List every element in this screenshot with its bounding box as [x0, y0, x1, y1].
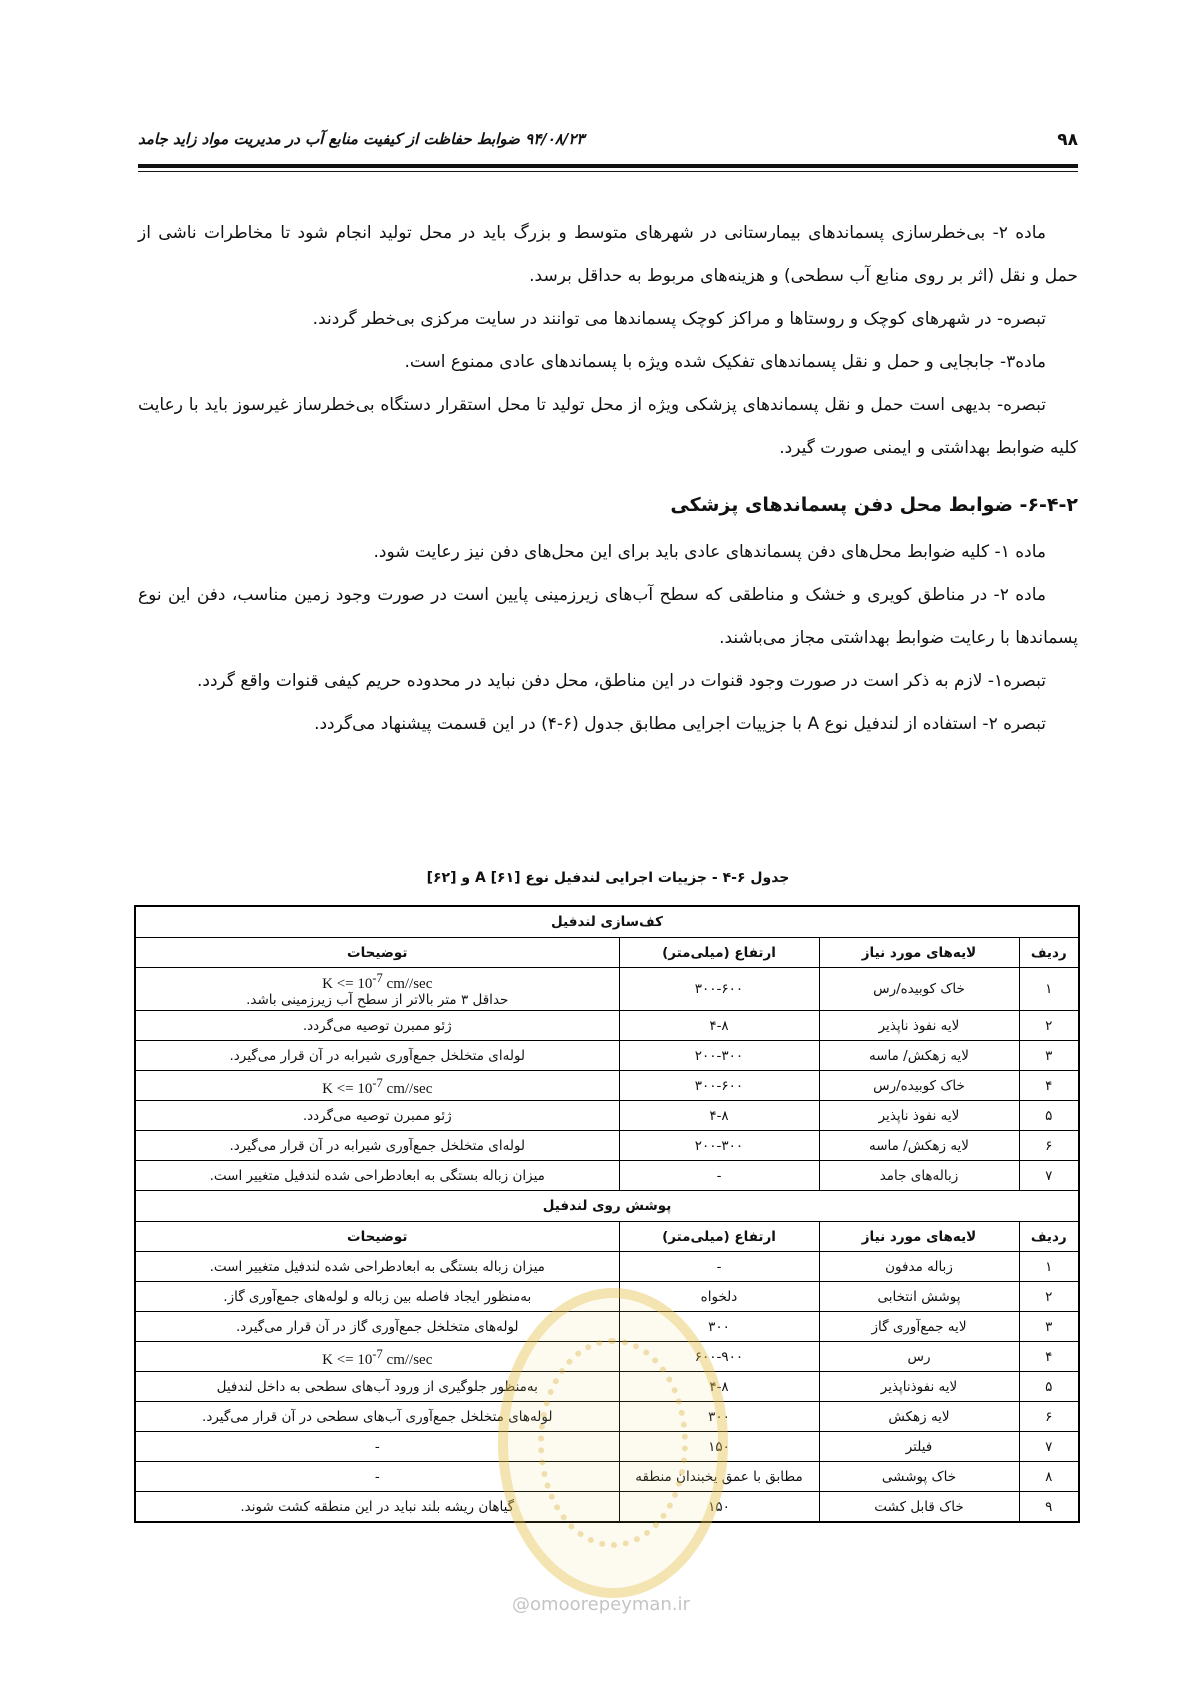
table-caption: جدول ۶-۴ - جزییات اجرایی لندفیل نوع A [۶۱] و [۶۲]: [426, 870, 790, 886]
height-cell: ۲۰۰-۳۰۰: [619, 1041, 819, 1071]
description-cell: گیاهان ریشه بلند نباید در این منطقه کشت شوند.: [135, 1492, 619, 1523]
layer-cell: خاک پوششی: [819, 1462, 1019, 1492]
layer-cell: لایه نفوذ ناپذیر: [819, 1101, 1019, 1131]
column-header: ارتفاع (میلی‌متر): [619, 938, 819, 968]
description-cell: میزان زباله بستگی به ابعادطراحی شده لندفیل متغییر است.: [135, 1161, 619, 1191]
layer-cell: پوشش انتخابی: [819, 1282, 1019, 1312]
table-row: [135, 1432, 1079, 1462]
row-number: ۵: [1019, 1372, 1079, 1402]
layer-cell: لایه جمع‌آوری گاز: [819, 1312, 1019, 1342]
height-cell: مطابق با عمق یخبندان منطقه: [619, 1462, 819, 1492]
layer-cell: لایه نفوذناپذیر: [819, 1372, 1019, 1402]
layer-cell: لایه نفوذ ناپذیر: [819, 1011, 1019, 1041]
row-number: ۶: [1019, 1402, 1079, 1432]
table-row: [135, 1011, 1079, 1041]
row-number: ۱: [1019, 1252, 1079, 1282]
paragraph: تبصره ۲- استفاده از لندفیل نوع A با جزییات اجرایی مطابق جدول (۶-۴) در این قسمت پیشنهاد می‌گردد.: [314, 714, 1046, 734]
height-cell: ۶۰۰-۹۰۰: [619, 1342, 819, 1372]
row-number: ۸: [1019, 1462, 1079, 1492]
table-section-title: پوشش روی لندفیل: [135, 1191, 1079, 1222]
row-number: ۲: [1019, 1011, 1079, 1041]
table-row: [135, 1492, 1079, 1523]
description-cell: به‌منظور جلوگیری از ورود آب‌های سطحی به داخل لندفیل: [135, 1372, 619, 1402]
height-cell: -: [619, 1252, 819, 1282]
column-header: ردیف: [1019, 938, 1079, 968]
layer-cell: خاک کوبیده/رس: [819, 1071, 1019, 1101]
height-cell: ۱۵۰: [619, 1432, 819, 1462]
layer-cell: رس: [819, 1342, 1019, 1372]
row-number: ۴: [1019, 1071, 1079, 1101]
landfill-spec-table: [134, 905, 1080, 1523]
height-cell: ۳۰۰: [619, 1402, 819, 1432]
description-note: حداقل ۳ متر بالاتر از سطح آب زیرزمینی باشد.: [246, 992, 509, 1008]
table-row: [135, 1462, 1079, 1492]
document-body: [138, 212, 1078, 746]
permeability-formula: $K <= 10^{-7}$ cm//sec: [322, 971, 433, 992]
table-row: [135, 1071, 1079, 1101]
row-number: ۹: [1019, 1492, 1079, 1523]
paragraph: تبصره- بدیهی است حمل و نقل پسماندهای پزشکی ویژه از محل تولید تا محل استقرار دستگاه بی‌خطرساز غیرسوز باید با رعایت کلیه ضوابط بهداشتی و ایمنی صورت گیرد.: [138, 395, 1078, 458]
height-cell: ۴-۸: [619, 1101, 819, 1131]
table-section-title: کف‌سازی لندفیل: [135, 906, 1079, 938]
row-number: ۲: [1019, 1282, 1079, 1312]
exponent: -7: [372, 1346, 383, 1361]
row-number: ۱: [1019, 968, 1079, 1011]
section-heading: ۶-۴-۲- ضوابط محل دفن پسماندهای پزشکی: [670, 494, 1078, 516]
table-row: [135, 1372, 1079, 1402]
height-cell: ۳۰۰: [619, 1312, 819, 1342]
table-row: [135, 1252, 1079, 1282]
table-row: [135, 1402, 1079, 1432]
description-cell: به‌منظور ایجاد فاصله بین زباله و لوله‌های جمع‌آوری گاز.: [135, 1282, 619, 1312]
exponent: -7: [372, 971, 383, 985]
running-title: ۹۴/۰۸/۲۳ ضوابط حفاظت از کیفیت منابع آب در مدیریت مواد زاید جامد: [138, 130, 585, 148]
table-row: [135, 1131, 1079, 1161]
page-header: [138, 120, 1078, 168]
column-header: ردیف: [1019, 1222, 1079, 1252]
table-row: [135, 1312, 1079, 1342]
description-cell: ژئو ممبرن توصیه می‌گردد.: [135, 1101, 619, 1131]
column-header: ارتفاع (میلی‌متر): [619, 1222, 819, 1252]
table-row: [135, 1101, 1079, 1131]
height-cell: ۳۰۰-۶۰۰: [619, 968, 819, 1011]
row-number: ۴: [1019, 1342, 1079, 1372]
description-cell: لوله‌ای متخلخل جمع‌آوری شیرابه در آن قرار می‌گیرد.: [135, 1041, 619, 1071]
description-cell: ژئو ممبرن توصیه می‌گردد.: [135, 1011, 619, 1041]
row-number: ۵: [1019, 1101, 1079, 1131]
column-header: لایه‌های مورد نیاز: [819, 938, 1019, 968]
column-header: لایه‌های مورد نیاز: [819, 1222, 1019, 1252]
exponent: -7: [372, 1075, 383, 1090]
page-number: ۹۸: [1057, 130, 1078, 150]
column-header: توضیحات: [135, 938, 619, 968]
description-cell: میزان زباله بستگی به ابعادطراحی شده لندفیل متغییر است.: [135, 1252, 619, 1282]
table-row: [135, 1041, 1079, 1071]
watermark-text: @omoorepeyman.ir: [512, 1594, 690, 1615]
description-cell: $K <= 10^{-7}$ cm//sec: [135, 1071, 619, 1101]
height-cell: ۳۰۰-۶۰۰: [619, 1071, 819, 1101]
description-cell: لوله‌های متخلخل جمع‌آوری گاز در آن قرار می‌گیرد.: [135, 1312, 619, 1342]
row-number: ۳: [1019, 1312, 1079, 1342]
description-cell: -: [135, 1432, 619, 1462]
height-cell: دلخواه: [619, 1282, 819, 1312]
height-cell: ۲۰۰-۳۰۰: [619, 1131, 819, 1161]
description-cell: $K <= 10^{-7}$ cm//sec: [135, 1342, 619, 1372]
layer-cell: زباله‌های جامد: [819, 1161, 1019, 1191]
table-row: [135, 968, 1079, 1011]
height-cell: -: [619, 1161, 819, 1191]
row-number: ۶: [1019, 1131, 1079, 1161]
layer-cell: لایه زهکش/ ماسه: [819, 1131, 1019, 1161]
row-number: ۳: [1019, 1041, 1079, 1071]
paragraph: ماده ۱- کلیه ضوابط محل‌های دفن پسماندهای عادی باید برای این محل‌های دفن نیز رعایت شود.: [373, 542, 1046, 562]
description-cell: لوله‌ای متخلخل جمع‌آوری شیرابه در آن قرار می‌گیرد.: [135, 1131, 619, 1161]
column-header: توضیحات: [135, 1222, 619, 1252]
layer-cell: زباله مدفون: [819, 1252, 1019, 1282]
table-row: [135, 1282, 1079, 1312]
layer-cell: لایه زهکش: [819, 1402, 1019, 1432]
description-cell: لوله‌های متخلخل جمع‌آوری آب‌های سطحی در آن قرار می‌گیرد.: [135, 1402, 619, 1432]
layer-cell: خاک کوبیده/رس: [819, 968, 1019, 1011]
layer-cell: خاک قابل کشت: [819, 1492, 1019, 1523]
table-row: [135, 1342, 1079, 1372]
paragraph: ماده ۲- در مناطق کویری و خشک و مناطقی که سطح آب‌های زیرزمینی پایین است در صورت وجود زمین مناسب، دفن این نوع پسماندها با رعایت ضوابط بهداشتی مجاز می‌باشند.: [138, 585, 1078, 648]
table-row: [135, 1161, 1079, 1191]
height-cell: ۴-۸: [619, 1372, 819, 1402]
description-cell: -: [135, 1462, 619, 1492]
layer-cell: فیلتر: [819, 1432, 1019, 1462]
height-cell: ۴-۸: [619, 1011, 819, 1041]
paragraph: تبصره- در شهرهای کوچک و روستاها و مراکز کوچک پسماندها می توانند در سایت مرکزی بی‌خطر گردند.: [312, 309, 1046, 329]
paragraph: ماده۳- جابجایی و حمل و نقل پسماندهای تفکیک شده ویژه با پسماندهای عادی ممنوع است.: [404, 352, 1046, 372]
row-number: ۷: [1019, 1432, 1079, 1462]
description-cell: [135, 968, 619, 1011]
layer-cell: لایه زهکش/ ماسه: [819, 1041, 1019, 1071]
height-cell: ۱۵۰: [619, 1492, 819, 1523]
paragraph: تبصره۱- لازم به ذکر است در صورت وجود قنوات در این مناطق، محل دفن نباید در محدوده حریم کیفی قنوات واقع گردد.: [196, 671, 1046, 691]
row-number: ۷: [1019, 1161, 1079, 1191]
paragraph: ماده ۲- بی‌خطرسازی پسماندهای بیمارستانی در شهرهای متوسط و بزرگ باید در محل تولید انجام شود تا مخاطرات ناشی از حمل و نقل (اثر بر روی منابع آب سطحی) و هزینه‌های مربوط به حداقل برسد.: [138, 223, 1078, 286]
